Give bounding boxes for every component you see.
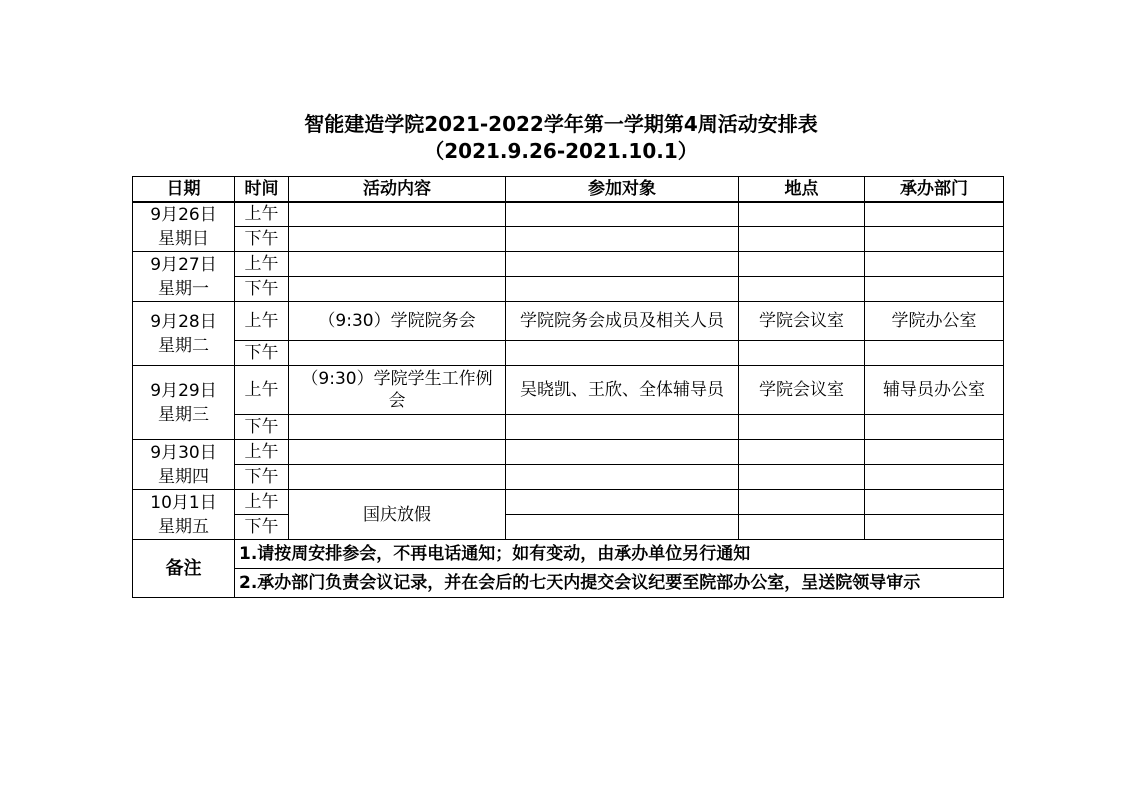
date-label: 9月29日 [150, 380, 217, 401]
date-cell [133, 202, 235, 252]
participants-cell [506, 415, 739, 440]
location-cell [739, 227, 865, 252]
department-cell [865, 341, 1004, 366]
participants-cell [506, 252, 739, 277]
table-row [133, 465, 1004, 490]
location-cell [739, 415, 865, 440]
participants-cell [506, 490, 739, 515]
content-cell [289, 465, 506, 490]
location-cell [739, 515, 865, 540]
location-cell [739, 277, 865, 302]
content-cell [289, 440, 506, 465]
time-pm: 下午 [235, 341, 289, 366]
time-pm: 下午 [235, 515, 289, 540]
remarks-row [133, 569, 1004, 598]
location-cell [739, 252, 865, 277]
date-label: 9月27日 [150, 254, 217, 275]
department-cell [865, 440, 1004, 465]
table-row [133, 366, 1004, 415]
content-cell [289, 277, 506, 302]
table-row [133, 227, 1004, 252]
weekday-label: 星期四 [158, 466, 209, 487]
location-cell [739, 440, 865, 465]
weekday-label: 星期五 [158, 516, 209, 537]
header-participants: 参加对象 [506, 177, 739, 202]
weekday-label: 星期二 [158, 335, 209, 356]
remark-note: 2.承办部门负责会议记录，并在会后的七天内提交会议纪要至院部办公室，呈送院领导审示 [235, 569, 1004, 598]
department-cell [865, 415, 1004, 440]
department-cell [865, 227, 1004, 252]
participants-cell [506, 440, 739, 465]
weekday-label: 星期日 [158, 228, 209, 249]
table-row [133, 302, 1004, 341]
department-cell: 辅导员办公室 [865, 366, 1004, 415]
remark-note: 1.请按周安排参会，不再电话通知；如有变动，由承办单位另行通知 [235, 540, 1004, 569]
table-row [133, 277, 1004, 302]
header-row [133, 177, 1004, 202]
time-am: 上午 [235, 366, 289, 415]
time-am: 上午 [235, 440, 289, 465]
time-pm: 下午 [235, 277, 289, 302]
header-time: 时间 [235, 177, 289, 202]
participants-cell: 学院院务会成员及相关人员 [506, 302, 739, 341]
location-cell: 学院会议室 [739, 302, 865, 341]
participants-cell [506, 465, 739, 490]
participants-cell [506, 227, 739, 252]
date-cell [133, 490, 235, 540]
header-content: 活动内容 [289, 177, 506, 202]
participants-cell [506, 341, 739, 366]
date-range-subtitle: （2021.9.26-2021.10.1） [424, 139, 698, 163]
participants-cell [506, 277, 739, 302]
date-label: 9月26日 [150, 204, 217, 225]
content-cell [289, 202, 506, 227]
time-am: 上午 [235, 202, 289, 227]
department-cell [865, 490, 1004, 515]
participants-cell: 吴晓凯、王欣、全体辅导员 [506, 366, 739, 415]
header-department: 承办部门 [865, 177, 1004, 202]
time-pm: 下午 [235, 415, 289, 440]
location-cell [739, 465, 865, 490]
header-date: 日期 [133, 177, 235, 202]
page-title: 智能建造学院2021-2022学年第一学期第4周活动安排表 [304, 112, 818, 136]
time-pm: 下午 [235, 465, 289, 490]
content-cell: （9:30）学院院务会 [289, 302, 506, 341]
content-cell: （9:30）学院学生工作例会 [289, 366, 506, 415]
department-cell [865, 515, 1004, 540]
date-label: 9月30日 [150, 442, 217, 463]
content-cell [289, 227, 506, 252]
department-cell: 学院办公室 [865, 302, 1004, 341]
date-cell [133, 440, 235, 490]
location-cell [739, 490, 865, 515]
time-am: 上午 [235, 252, 289, 277]
date-label: 10月1日 [150, 492, 217, 513]
department-cell [865, 202, 1004, 227]
location-cell [739, 202, 865, 227]
date-cell [133, 366, 235, 440]
weekday-label: 星期三 [158, 404, 209, 425]
table-row [133, 415, 1004, 440]
department-cell [865, 252, 1004, 277]
content-cell [289, 252, 506, 277]
location-cell: 学院会议室 [739, 366, 865, 415]
content-cell [289, 415, 506, 440]
table-row [133, 440, 1004, 465]
time-am: 上午 [235, 490, 289, 515]
remarks-row [133, 540, 1004, 569]
table-row [133, 202, 1004, 227]
time-am: 上午 [235, 302, 289, 341]
table-row [133, 252, 1004, 277]
location-cell [739, 341, 865, 366]
weekday-label: 星期一 [158, 278, 209, 299]
content-cell [289, 341, 506, 366]
table-row [133, 341, 1004, 366]
schedule-table [132, 176, 1004, 598]
department-cell [865, 465, 1004, 490]
table-row [133, 515, 1004, 540]
date-cell [133, 302, 235, 366]
date-cell [133, 252, 235, 302]
header-location: 地点 [739, 177, 865, 202]
participants-cell [506, 202, 739, 227]
holiday-cell: 国庆放假 [289, 490, 506, 540]
date-label: 9月28日 [150, 311, 217, 332]
participants-cell [506, 515, 739, 540]
table-row [133, 490, 1004, 515]
time-pm: 下午 [235, 227, 289, 252]
remarks-label: 备注 [133, 540, 235, 598]
department-cell [865, 277, 1004, 302]
